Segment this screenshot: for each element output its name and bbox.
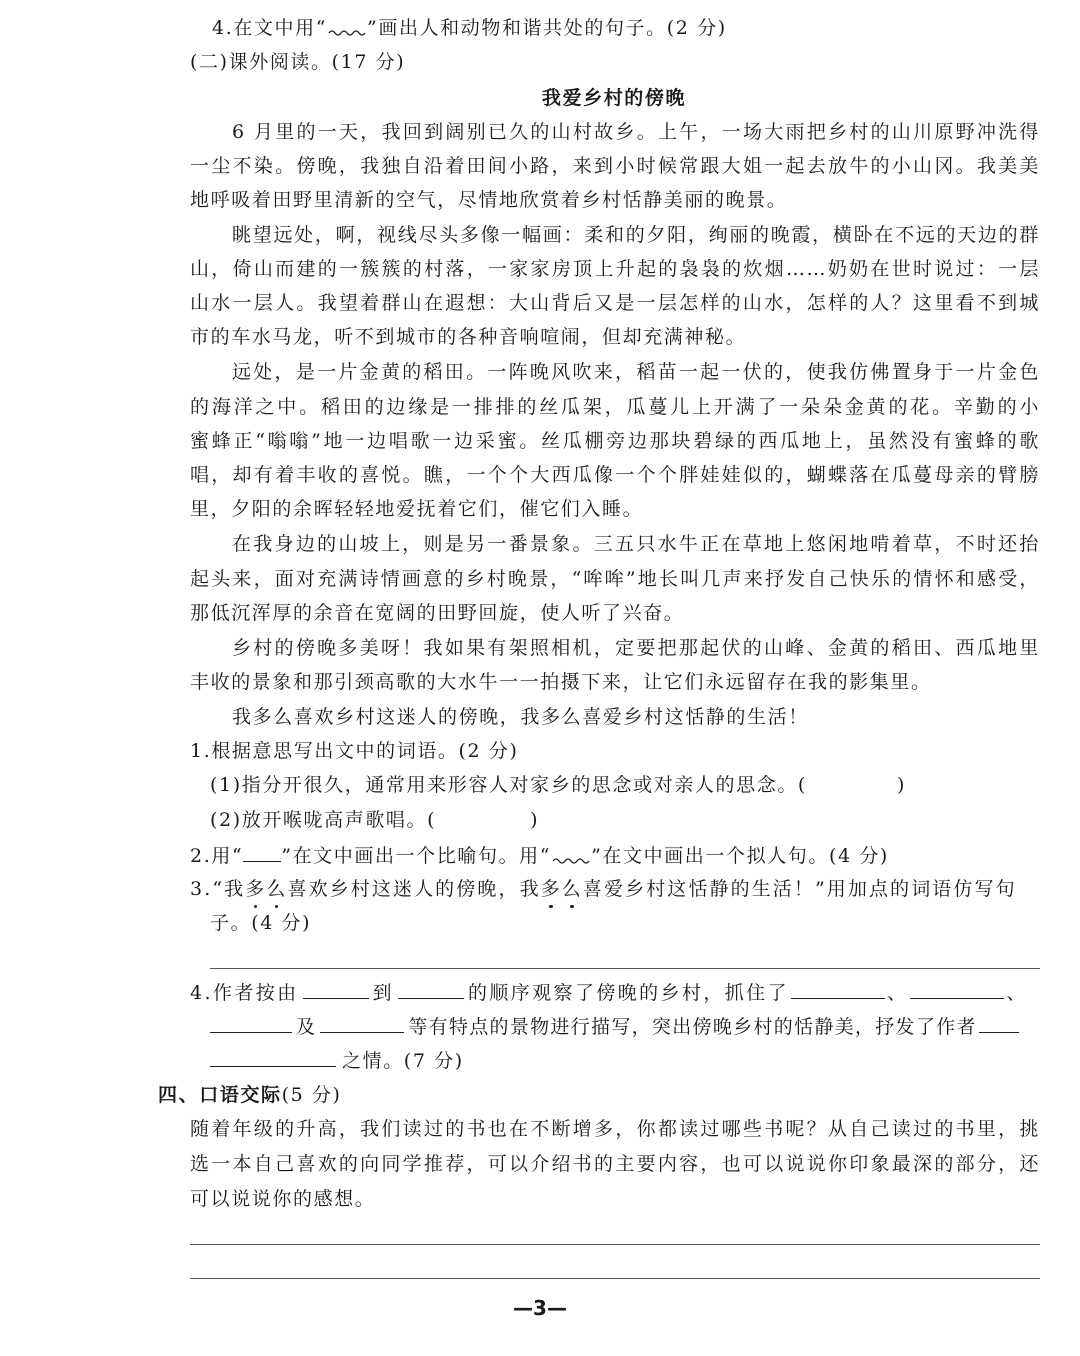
question-text: 、 bbox=[886, 982, 909, 1004]
question-text: (2)放开喉咙高声歌唱。( bbox=[210, 809, 437, 831]
article-line: 蜜蜂正“嗡嗡”地一边唱歌一边采蜜。丝瓜棚旁边那块碧绿的西瓜地上，虽然没有蜜蜂的歌 bbox=[190, 430, 1040, 452]
article-line: 里，夕阳的余晖轻轻地爱抚着它们，催它们入睡。 bbox=[190, 498, 644, 520]
answer-blank[interactable] bbox=[210, 1048, 336, 1067]
question-text: 3.“我 bbox=[190, 878, 246, 900]
question-2 bbox=[190, 843, 889, 868]
article-title: 我爱乡村的傍晚 bbox=[541, 87, 687, 109]
question-text: 之情。(7 分) bbox=[342, 1050, 464, 1072]
question-text: 喜欢乡村这迷人的傍晚，我 bbox=[287, 878, 541, 900]
dotted-word: 么 bbox=[561, 878, 583, 900]
question-4 bbox=[190, 980, 1028, 1005]
straight-underline-mark bbox=[243, 843, 281, 862]
answer-blank[interactable] bbox=[210, 1014, 292, 1033]
question-text: ) bbox=[896, 774, 906, 796]
section-2-heading: (二)课外阅读。(17 分) bbox=[190, 51, 406, 73]
article-line: 山水一层人。我望着群山在遐想：大山背后又是一层怎样的山水，怎样的人？这里看不到城 bbox=[190, 292, 1040, 314]
article-line: 的海洋之中。稻田的边缘是一排排的丝瓜架，瓜蔓儿上开满了一朵朵金黄的花。辛勤的小 bbox=[190, 396, 1040, 418]
article-line: 唱，却有着丰收的喜悦。瞧，一个个大西瓜像一个个胖娃娃似的，蝴蝶落在瓜蔓母亲的臂膀 bbox=[190, 464, 1040, 486]
question-text: ”在文中画出一个比喻句。用“ bbox=[281, 845, 552, 867]
question-text: 4.在文中用“ bbox=[212, 17, 328, 39]
question-text: 到 bbox=[372, 982, 394, 1004]
answer-line[interactable] bbox=[190, 1278, 1040, 1279]
dotted-word: 么 bbox=[266, 878, 288, 900]
article-line: 那低沉浑厚的余音在宽阔的田野回旋，使人听了兴奋。 bbox=[190, 602, 685, 624]
question-text: 2.用“ bbox=[190, 845, 244, 867]
question-text: (1)指分开很久，通常用来形容人对家乡的思念或对亲人的思念。( bbox=[210, 774, 807, 796]
question-3 bbox=[190, 877, 1017, 901]
dotted-word: 多 bbox=[245, 878, 267, 900]
answer-blank[interactable] bbox=[398, 980, 464, 999]
question-4-previous bbox=[212, 16, 727, 40]
question-4-line-3 bbox=[210, 1048, 464, 1073]
article-line: 地呼吸着田野里清新的空气，尽情地欣赏着乡村恬静美丽的晚景。 bbox=[190, 189, 788, 211]
question-text: 的顺序观察了傍晚的乡村，抓住了 bbox=[467, 982, 789, 1004]
article-line: 起头来，面对充满诗情画意的乡村晚景，“哞哞”地长叫几声来抒发自己快乐的情怀和感受， bbox=[190, 568, 1040, 590]
wavy-underline-mark bbox=[551, 844, 591, 862]
article-line: 6 月里的一天，我回到阔别已久的山村故乡。上午，一场大雨把乡村的山川原野冲洗得 bbox=[232, 121, 1040, 143]
dotted-word: 多 bbox=[540, 878, 562, 900]
article-line: 山，倚山而建的一簇簇的村落，一家家房顶上升起的袅袅的炊烟……奶奶在世时说过：一层 bbox=[190, 258, 1040, 280]
question-text: 、 bbox=[1006, 982, 1028, 1004]
section-4-paragraph-line: 随着年级的升高，我们读过的书也在不断增多，你都读过哪些书呢？从自己读过的书里，挑 bbox=[190, 1118, 1040, 1140]
question-text: ) bbox=[530, 809, 540, 831]
question-1-sub-2 bbox=[210, 808, 539, 832]
question-text: 4.作者按由 bbox=[190, 982, 299, 1004]
answer-blank[interactable] bbox=[910, 980, 1004, 999]
article-line: 丰收的景象和那引颈高歌的大水牛一一拍摄下来，让它们永远留存在我的影集里。 bbox=[190, 671, 932, 693]
answer-blank[interactable] bbox=[303, 980, 369, 999]
question-text: 等有特点的景物进行描写，突出傍晚乡村的恬静美，抒发了作者 bbox=[408, 1016, 977, 1038]
question-1: 1.根据意思写出文中的词语。(2 分) bbox=[190, 740, 519, 762]
article-line: 市的车水马龙，听不到城市的各种音响喧闹，但却充满神秘。 bbox=[190, 326, 747, 348]
article-line: 在我身边的山坡上，则是另一番景象。三五只水牛正在草地上悠闲地啃着草，不时还抬 bbox=[232, 533, 1040, 555]
answer-blank[interactable] bbox=[791, 980, 885, 999]
answer-line[interactable] bbox=[190, 1244, 1040, 1245]
section-4-heading bbox=[158, 1083, 342, 1107]
question-text: 喜爱乡村这恬静的生活！”用加点的词语仿写句 bbox=[582, 878, 1017, 900]
question-3-line-2: 子。(4 分) bbox=[210, 912, 312, 934]
section-title: 四、口语交际 bbox=[158, 1084, 282, 1106]
section-score: (5 分) bbox=[281, 1084, 342, 1106]
question-text: ”画出人和动物和谐共处的句子。(2 分) bbox=[367, 17, 727, 39]
article-line: 乡村的傍晚多美呀！我如果有架照相机，定要把那起伏的山峰、金黄的稻田、西瓜地里 bbox=[232, 637, 1040, 659]
article-line: 远处，是一片金黄的稻田。一阵晚风吹来，稻苗一起一伏的，使我仿佛置身于一片金色 bbox=[232, 361, 1040, 383]
answer-blank[interactable] bbox=[320, 1014, 404, 1033]
answer-blank[interactable] bbox=[979, 1014, 1019, 1033]
question-1-sub-1 bbox=[210, 773, 906, 797]
wavy-underline-mark bbox=[327, 16, 367, 34]
question-text: 及 bbox=[296, 1016, 317, 1038]
article-line: 眺望远处，啊，视线尽头多像一幅画：柔和的夕阳，绚丽的晚霞，横卧在不远的天边的群 bbox=[232, 224, 1040, 246]
section-4-paragraph-line: 可以说说你的感想。 bbox=[190, 1188, 376, 1210]
article-line: 我多么喜欢乡村这迷人的傍晚，我多么喜爱乡村这恬静的生活！ bbox=[232, 706, 809, 728]
answer-line[interactable] bbox=[210, 968, 1040, 969]
section-4-paragraph-line: 选一本自己喜欢的向同学推荐，可以介绍书的主要内容，也可以说说你印象最深的部分，还 bbox=[190, 1153, 1040, 1175]
question-4-line-2 bbox=[210, 1014, 1019, 1039]
question-text: ”在文中画出一个拟人句。(4 分) bbox=[591, 845, 889, 867]
article-line: 一尘不染。傍晚，我独自沿着田间小路，来到小时候常跟大姐一起去放牛的小山冈。我美美 bbox=[190, 155, 1040, 177]
page-number: —3— bbox=[513, 1296, 567, 1320]
